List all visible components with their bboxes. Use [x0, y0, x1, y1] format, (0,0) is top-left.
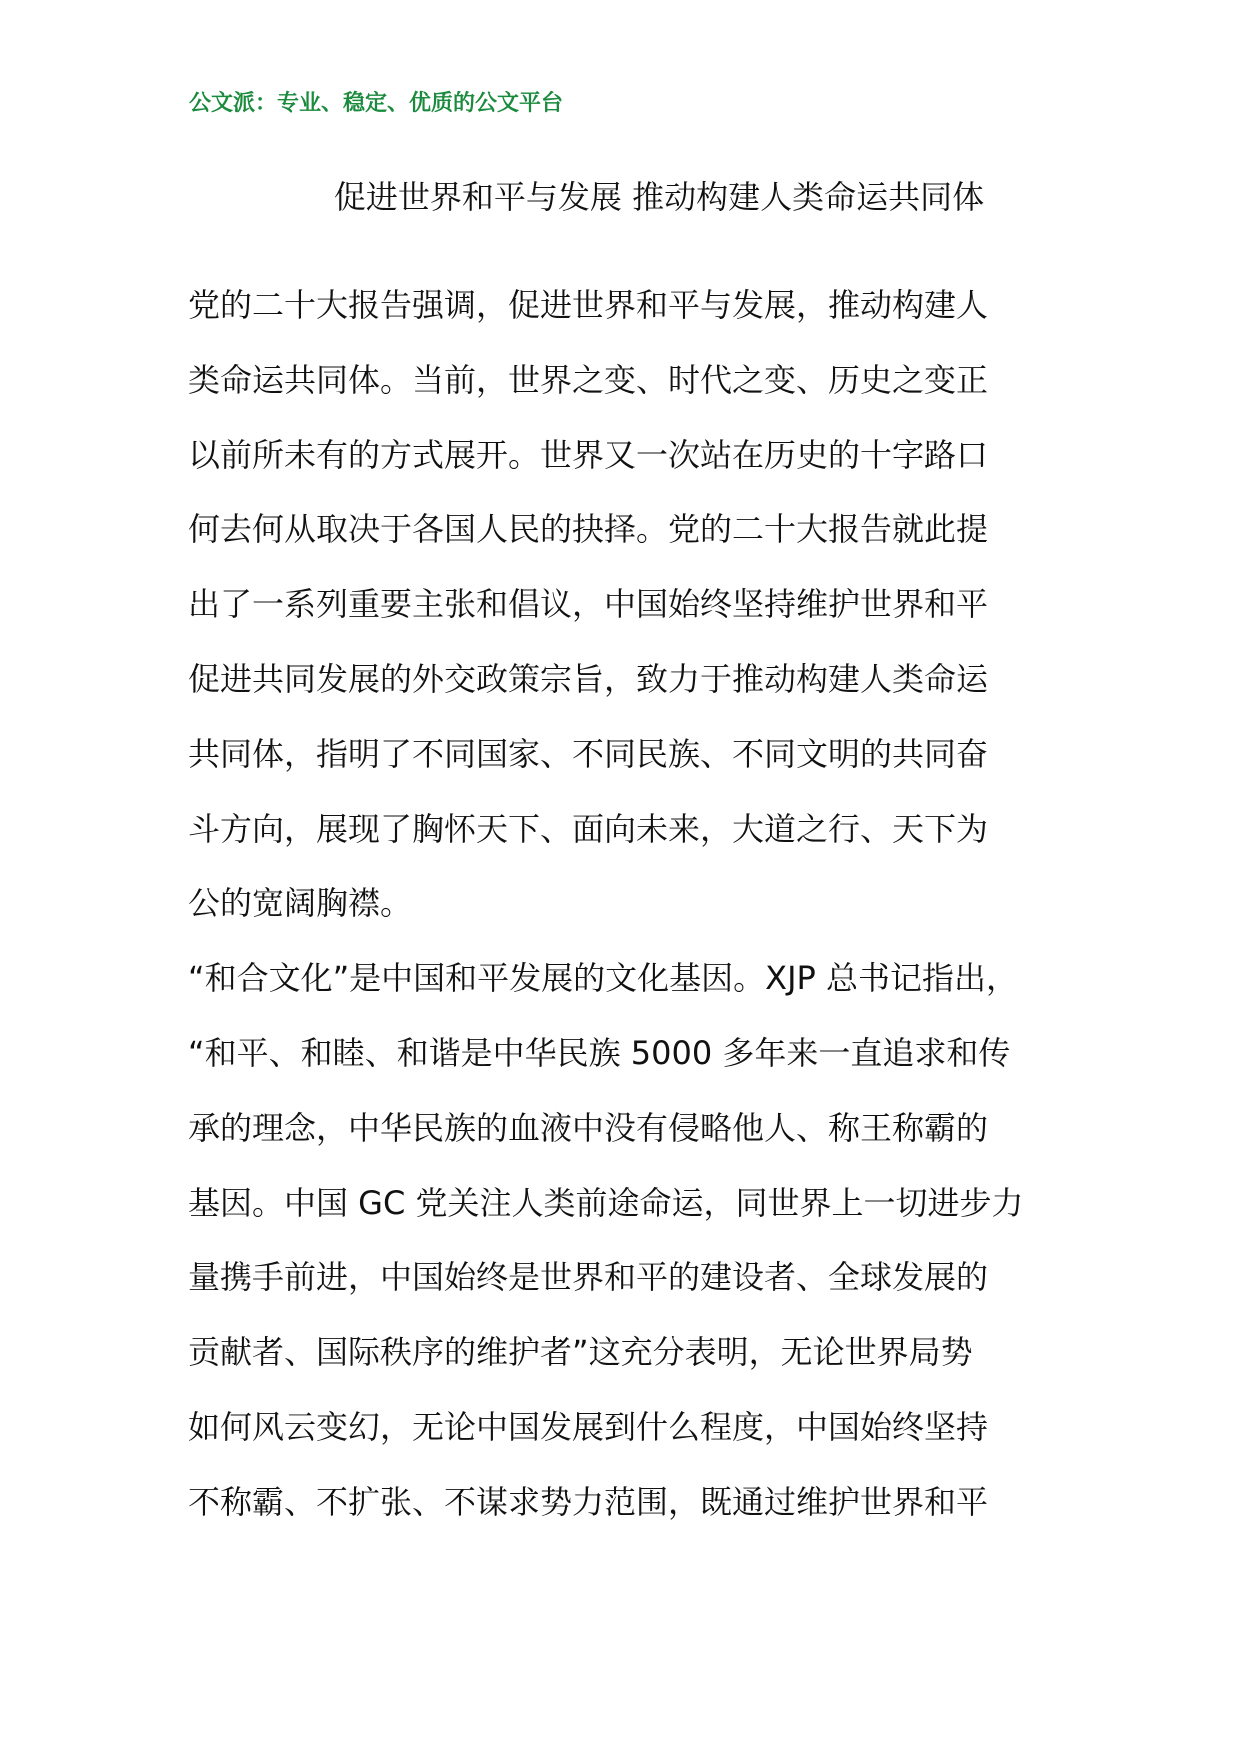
- paragraph-2: [188, 941, 1088, 1539]
- text-line: 共同体，指明了不同国家、不同民族、不同文明的共同奋: [188, 734, 989, 773]
- text-line: “和平、和睦、和谐是中华民族 5000 多年来一直追求和传: [188, 1033, 1011, 1072]
- text-line: 贡献者、国际秩序的维护者”这充分表明，无论世界局势: [188, 1333, 973, 1372]
- text-line: 类命运共同体。当前，世界之变、时代之变、历史之变正: [188, 360, 989, 399]
- article-title: 促进世界和平与发展 推动构建人类命运共同体: [333, 178, 985, 216]
- text-line: 量携手前进，中国始终是世界和平的建设者、全球发展的: [188, 1258, 989, 1297]
- text-line: 基因。中国 GC 党关注人类前途命运，同世界上一切进步力: [188, 1183, 1024, 1222]
- paragraph-1: [188, 268, 1088, 941]
- text-line: 公的宽阔胸襟。: [188, 884, 413, 923]
- text-line: 何去何从取决于各国人民的抉择。党的二十大报告就此提: [188, 510, 989, 549]
- article-body: [188, 268, 1088, 1540]
- text-line: 党的二十大报告强调，促进世界和平与发展，推动构建人: [188, 286, 989, 324]
- text-line: “和合文化”是中国和平发展的文化基因。XJP 总书记指出，: [188, 959, 1018, 998]
- text-line: 如何风云变幻，无论中国发展到什么程度，中国始终坚持: [188, 1407, 989, 1446]
- text-line: 斗方向，展现了胸怀天下、面向未来，大道之行、天下为: [188, 809, 989, 848]
- text-line: 出了一系列重要主张和倡议，中国始终坚持维护世界和平: [188, 585, 989, 624]
- text-line: 以前所未有的方式展开。世界又一次站在历史的十字路口: [188, 435, 989, 474]
- text-line: 不称霸、不扩张、不谋求势力范围，既通过维护世界和平: [188, 1482, 989, 1521]
- text-line: 承的理念，中华民族的血液中没有侵略他人、称王称霸的: [188, 1108, 989, 1147]
- site-header-slogan: 公文派：专业、稳定、优质的公文平台: [189, 91, 564, 116]
- text-line: 促进共同发展的外交政策宗旨，致力于推动构建人类命运: [188, 659, 989, 698]
